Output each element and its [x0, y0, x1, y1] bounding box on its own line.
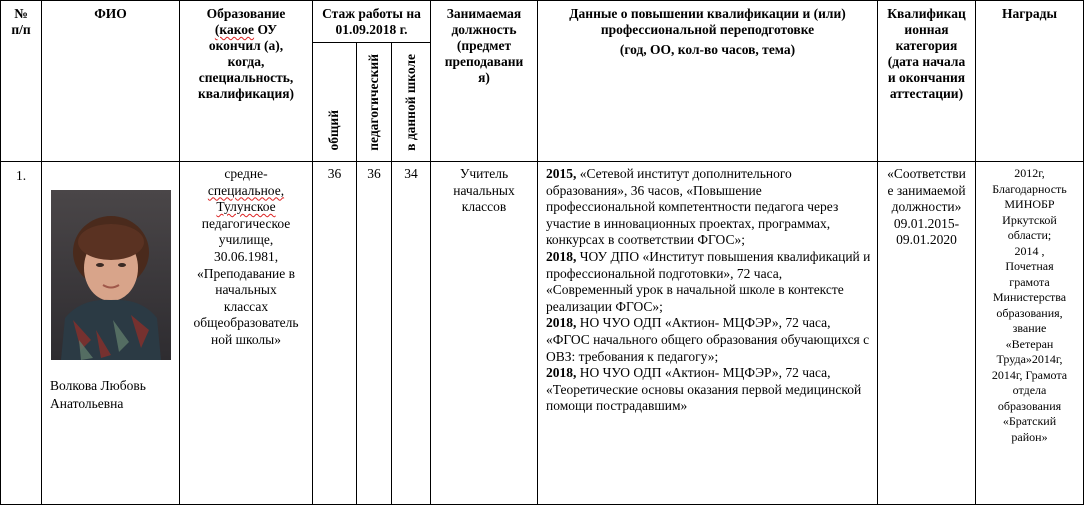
col-header-education-line: (какое ОУ [214, 22, 278, 37]
teacher-photo [51, 190, 171, 360]
award-line: 2014г, Грамота [991, 367, 1068, 382]
row-exp-total: 36 [313, 162, 357, 505]
col-header-education-line: Образование [206, 6, 286, 21]
award-line: образования [997, 398, 1062, 413]
category-line: е занимаемой [887, 182, 966, 198]
award-line: МИНОБР [1004, 197, 1055, 211]
course-entry [546, 249, 871, 315]
row-awards [976, 162, 1084, 505]
course-year: 2018, [546, 315, 577, 331]
education-line: классах [223, 298, 269, 314]
course-entry [546, 166, 871, 249]
course-entry [546, 315, 871, 365]
course-text: НО ЧУО ОДП «Актион- МЦФЭР», 72 часа, «ФГОС начального общего образования обучающихся с ОВЗ: требования к педагогу»; [546, 315, 870, 364]
award-line: звание [1012, 321, 1047, 335]
course-year: 2018, [546, 248, 577, 264]
row-courses [538, 162, 878, 505]
row-exp-ped: 36 [357, 162, 392, 505]
col-header-num [1, 1, 42, 162]
course-text: НО ЧУО ОДП «Актион- МЦФЭР», 72 часа, «Теоретические основы оказания первой медицинской помощи пострадавшим» [546, 365, 862, 414]
row-num: 1. [1, 162, 42, 505]
col-header-category-line: и окончания [887, 70, 966, 85]
category-line: должности» [891, 199, 962, 215]
col-header-qualification-data [538, 1, 878, 162]
course-year: 2015, [546, 166, 577, 181]
col-header-qualification-line: профессиональной переподготовке [600, 22, 815, 37]
education-line: средне- [224, 166, 268, 181]
col-header-category-line: (дата начала [887, 54, 966, 69]
row-category [878, 162, 976, 505]
course-entry [546, 365, 871, 415]
award-line: район» [1011, 429, 1048, 444]
education-line: педагогическое [201, 215, 291, 231]
col-header-exp-ped: педагогический [357, 43, 392, 162]
award-line: Труда»2014г, [996, 352, 1063, 366]
col-header-education [180, 1, 313, 162]
education-line: начальных [215, 282, 277, 298]
education-line: 30.06.1981, [213, 248, 279, 264]
education-line: училище, [218, 232, 274, 248]
col-header-position-line: я) [478, 70, 490, 85]
col-header-education-line: квалификация) [197, 86, 295, 101]
award-line: отдела [1012, 383, 1047, 397]
row-exp-school: 34 [392, 162, 431, 505]
category-line: 09.01.2015- [893, 215, 960, 231]
course-year: 2018, [546, 365, 577, 381]
col-header-position-line: преподавани [444, 54, 524, 69]
course-text: «Сетевой институт дополнительного образования», 36 часов, «Повышение профессиональной компетентности педагога через участие в инновационных проектах, программах, конкурсах в соответствии ФГОС»; [546, 166, 839, 248]
teacher-name-line: Анатольевна [50, 396, 124, 411]
col-header-qualification-line: (год, ОО, кол-во часов, тема) [619, 42, 796, 57]
row-position [431, 162, 538, 505]
award-line: Благодарность [992, 181, 1067, 196]
position-line: начальных [453, 182, 515, 198]
col-header-position-line: должность [451, 22, 517, 37]
col-header-category-line: Квалификац [887, 6, 966, 21]
award-line: грамота [1009, 274, 1050, 289]
col-header-position-line: (предмет [456, 38, 512, 53]
col-header-fio: ФИО [42, 1, 180, 162]
col-header-num-line: № [14, 6, 28, 21]
education-line: Тулунское [216, 199, 276, 215]
award-line: Иркутской [1002, 212, 1057, 227]
col-header-exp-total: общий [313, 43, 357, 162]
category-line: 09.01.2020 [896, 232, 957, 248]
col-header-category-line: категория [895, 38, 958, 53]
award-line: «Ветеран [1005, 336, 1054, 351]
col-header-education-line: специальность, [198, 70, 294, 85]
col-header-awards: Награды [976, 1, 1084, 162]
row-education [180, 162, 313, 505]
education-line: ной школы» [211, 331, 281, 347]
award-line: Министерства [992, 290, 1067, 304]
col-header-position-line: Занимаемая [446, 6, 522, 21]
col-header-category-line: ионная [904, 22, 949, 37]
award-line: образования, [996, 305, 1063, 320]
education-line: общеобразователь [193, 315, 299, 331]
position-line: классов [461, 199, 507, 215]
course-text: ЧОУ ДПО «Институт повышения квалификаций и профессиональной подготовки», 72 часа, «Современный урок в начальной школе в контексте реализации ФГОС»; [546, 248, 871, 314]
position-line: Учитель [459, 166, 509, 181]
col-header-exp-school: в данной школе [392, 43, 431, 162]
col-header-category-line: аттестации) [889, 86, 964, 101]
award-line: 2014 , [1014, 243, 1045, 258]
education-line: специальное, [207, 182, 285, 198]
col-header-education-line: окончил (а), [208, 38, 284, 53]
education-line: «Преподавание в [196, 265, 296, 281]
col-header-experience: Стаж работы на 01.09.2018 г. [313, 1, 431, 43]
teacher-name-line: Волкова Любовь [50, 378, 146, 393]
award-line: «Братский [1002, 414, 1057, 428]
award-line: 2012г, [1014, 166, 1045, 180]
award-line: области; [1007, 228, 1052, 242]
col-header-category [878, 1, 976, 162]
award-line: Почетная [1005, 259, 1054, 273]
col-header-education-line: когда, [227, 54, 265, 69]
category-line: «Соответстви [887, 166, 966, 181]
col-header-num-line: п/п [11, 22, 31, 37]
col-header-qualification-line: Данные о повышении квалификации и (или) [569, 6, 846, 21]
col-header-position [431, 1, 538, 162]
teacher-name [50, 377, 146, 413]
